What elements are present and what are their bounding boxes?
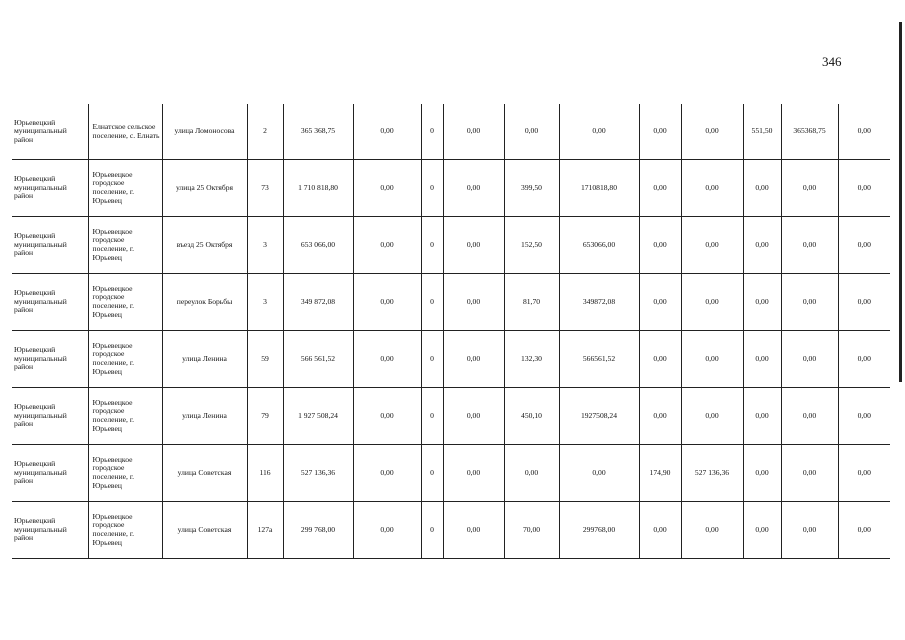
cell-c2: 0,00 <box>353 217 421 274</box>
cell-c1: 527 136,36 <box>283 445 353 502</box>
cell-c7: 0,00 <box>639 104 681 160</box>
cell-c11: 0,00 <box>838 502 890 559</box>
cell-c11: 0,00 <box>838 160 890 217</box>
cell-settlement: Юрьевецкое городское поселение, г. Юрьевец <box>88 217 162 274</box>
cell-c2: 0,00 <box>353 502 421 559</box>
cell-c9: 0,00 <box>743 502 781 559</box>
cell-c9: 0,00 <box>743 274 781 331</box>
cell-house: 127а <box>247 502 283 559</box>
cell-c4: 0,00 <box>443 388 504 445</box>
cell-c1: 653 066,00 <box>283 217 353 274</box>
cell-settlement: Юрьевецкое городское поселение, г. Юрьевец <box>88 445 162 502</box>
cell-c5: 152,50 <box>504 217 559 274</box>
data-table <box>12 104 890 559</box>
cell-c2: 0,00 <box>353 160 421 217</box>
cell-c1: 1 927 508,24 <box>283 388 353 445</box>
cell-c4: 0,00 <box>443 274 504 331</box>
cell-district: Юрьевецкий муниципальный район <box>12 104 88 160</box>
cell-c8: 527 136,36 <box>681 445 743 502</box>
cell-c2: 0,00 <box>353 274 421 331</box>
cell-c3: 0 <box>421 274 443 331</box>
cell-c6: 0,00 <box>559 445 639 502</box>
cell-c11: 0,00 <box>838 388 890 445</box>
cell-c10: 0,00 <box>781 445 838 502</box>
cell-c3: 0 <box>421 388 443 445</box>
cell-settlement: Елнатское сельское поселение, с. Елнать <box>88 104 162 160</box>
cell-c6: 1710818,80 <box>559 160 639 217</box>
cell-c1: 299 768,00 <box>283 502 353 559</box>
cell-c6: 566561,52 <box>559 331 639 388</box>
cell-c5: 0,00 <box>504 104 559 160</box>
cell-c6: 1927508,24 <box>559 388 639 445</box>
cell-c11: 0,00 <box>838 274 890 331</box>
cell-c6: 349872,08 <box>559 274 639 331</box>
cell-c7: 0,00 <box>639 388 681 445</box>
cell-c6: 299768,00 <box>559 502 639 559</box>
table-row <box>12 217 890 274</box>
cell-c6: 653066,00 <box>559 217 639 274</box>
cell-c8: 0,00 <box>681 104 743 160</box>
cell-street: переулок Борьбы <box>162 274 247 331</box>
cell-house: 3 <box>247 217 283 274</box>
cell-c7: 0,00 <box>639 217 681 274</box>
cell-c7: 0,00 <box>639 331 681 388</box>
cell-c4: 0,00 <box>443 217 504 274</box>
cell-c8: 0,00 <box>681 502 743 559</box>
cell-c4: 0,00 <box>443 502 504 559</box>
cell-street: улица Ломоносова <box>162 104 247 160</box>
cell-c1: 1 710 818,80 <box>283 160 353 217</box>
table-row <box>12 502 890 559</box>
cell-district: Юрьевецкий муниципальный район <box>12 160 88 217</box>
cell-settlement: Юрьевецкое городское поселение, г. Юрьевец <box>88 502 162 559</box>
cell-c1: 566 561,52 <box>283 331 353 388</box>
cell-street: улица Советская <box>162 502 247 559</box>
cell-c8: 0,00 <box>681 331 743 388</box>
cell-district: Юрьевецкий муниципальный район <box>12 445 88 502</box>
cell-c2: 0,00 <box>353 331 421 388</box>
cell-c10: 0,00 <box>781 160 838 217</box>
cell-c10: 365368,75 <box>781 104 838 160</box>
cell-c11: 0,00 <box>838 445 890 502</box>
cell-district: Юрьевецкий муниципальный район <box>12 331 88 388</box>
cell-c4: 0,00 <box>443 331 504 388</box>
cell-c3: 0 <box>421 331 443 388</box>
cell-c11: 0,00 <box>838 104 890 160</box>
cell-c7: 174,90 <box>639 445 681 502</box>
cell-c10: 0,00 <box>781 274 838 331</box>
cell-c9: 0,00 <box>743 217 781 274</box>
cell-settlement: Юрьевецкое городское поселение, г. Юрьевец <box>88 160 162 217</box>
cell-c9: 0,00 <box>743 331 781 388</box>
cell-c2: 0,00 <box>353 388 421 445</box>
cell-district: Юрьевецкий муниципальный район <box>12 217 88 274</box>
cell-street: въезд 25 Октября <box>162 217 247 274</box>
cell-street: улица Советская <box>162 445 247 502</box>
cell-c9: 0,00 <box>743 445 781 502</box>
cell-c8: 0,00 <box>681 217 743 274</box>
cell-house: 73 <box>247 160 283 217</box>
cell-c9: 551,50 <box>743 104 781 160</box>
cell-c10: 0,00 <box>781 331 838 388</box>
cell-street: улица Ленина <box>162 331 247 388</box>
cell-c10: 0,00 <box>781 388 838 445</box>
cell-district: Юрьевецкий муниципальный район <box>12 502 88 559</box>
cell-c10: 0,00 <box>781 217 838 274</box>
cell-c4: 0,00 <box>443 160 504 217</box>
cell-district: Юрьевецкий муниципальный район <box>12 388 88 445</box>
cell-house: 116 <box>247 445 283 502</box>
cell-c1: 349 872,08 <box>283 274 353 331</box>
cell-c6: 0,00 <box>559 104 639 160</box>
cell-house: 3 <box>247 274 283 331</box>
table-row <box>12 331 890 388</box>
cell-settlement: Юрьевецкое городское поселение, г. Юрьевец <box>88 331 162 388</box>
table-row <box>12 160 890 217</box>
cell-c3: 0 <box>421 160 443 217</box>
cell-street: улица Ленина <box>162 388 247 445</box>
table-row <box>12 104 890 160</box>
table-row <box>12 445 890 502</box>
cell-c2: 0,00 <box>353 104 421 160</box>
cell-c7: 0,00 <box>639 160 681 217</box>
cell-c9: 0,00 <box>743 160 781 217</box>
cell-c7: 0,00 <box>639 274 681 331</box>
table-row <box>12 388 890 445</box>
cell-c8: 0,00 <box>681 160 743 217</box>
page-number: 346 <box>822 54 842 69</box>
cell-c8: 0,00 <box>681 388 743 445</box>
cell-settlement: Юрьевецкое городское поселение, г. Юрьевец <box>88 274 162 331</box>
cell-c3: 0 <box>421 502 443 559</box>
cell-house: 59 <box>247 331 283 388</box>
cell-street: улица 25 Октября <box>162 160 247 217</box>
cell-c9: 0,00 <box>743 388 781 445</box>
cell-c4: 0,00 <box>443 445 504 502</box>
cell-house: 2 <box>247 104 283 160</box>
cell-c3: 0 <box>421 445 443 502</box>
cell-c5: 70,00 <box>504 502 559 559</box>
cell-c11: 0,00 <box>838 331 890 388</box>
cell-c8: 0,00 <box>681 274 743 331</box>
cell-c5: 81,70 <box>504 274 559 331</box>
cell-district: Юрьевецкий муниципальный район <box>12 274 88 331</box>
cell-c5: 399,50 <box>504 160 559 217</box>
cell-c5: 450,10 <box>504 388 559 445</box>
cell-c3: 0 <box>421 104 443 160</box>
cell-c2: 0,00 <box>353 445 421 502</box>
cell-c4: 0,00 <box>443 104 504 160</box>
cell-settlement: Юрьевецкое городское поселение, г. Юрьевец <box>88 388 162 445</box>
cell-c1: 365 368,75 <box>283 104 353 160</box>
cell-c3: 0 <box>421 217 443 274</box>
cell-c10: 0,00 <box>781 502 838 559</box>
cell-c5: 132,30 <box>504 331 559 388</box>
cell-c5: 0,00 <box>504 445 559 502</box>
table-row <box>12 274 890 331</box>
scan-edge-line <box>899 22 902 382</box>
cell-c11: 0,00 <box>838 217 890 274</box>
cell-house: 79 <box>247 388 283 445</box>
cell-c7: 0,00 <box>639 502 681 559</box>
